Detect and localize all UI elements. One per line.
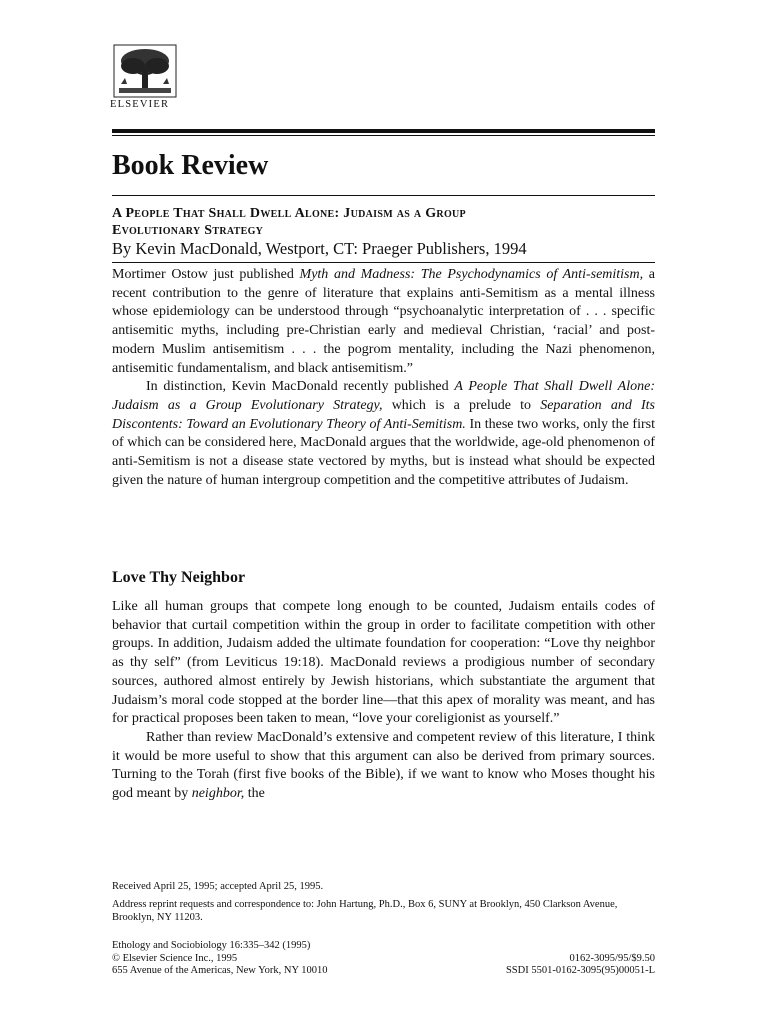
header-rule-thin — [112, 135, 655, 136]
elsevier-logo — [110, 44, 180, 110]
journal-info — [112, 940, 655, 978]
byline-rule — [112, 262, 655, 263]
intro-text — [112, 266, 655, 490]
book-citation-macdonald-1: A People That Shall Dwell Alone: Judaism as a Group Evolutionary Strategy, — [112, 379, 655, 413]
section1-paragraph-2: Rather than review MacDonald’s extensive and competent review of this literature, I think it would be more useful to show that this argument can also be derived from primary sources. Turning to the Torah (first five books of the Bible), if we want to know who Moses thought his god meant by neighbor, the — [112, 729, 655, 802]
correspondence-note: Address reprint requests and correspondence to: John Hartung, Ph.D., Box 6, SUNY at Brooklyn, 450 Clarkson Avenue, Brooklyn, NY 11203. — [112, 899, 618, 923]
book-title — [112, 205, 655, 239]
intro-paragraph-1: Mortimer Ostow just published Myth and Madness: The Psychodynamics of Anti-semitism, a recent contribution to the genre of literature that explains anti-Semitism as a mental illness whose epidemiology can be understood through “psychoanalytic interpretation of . . . specific antisemitic myths, including pre-Christian early and medieval Christian, ‘racial’ and post-modern Muslim antisemitism . . . the pogrom mentality, including the Nazi phenomenon, antisemitic fundamentalism, and black antisemitism.” — [112, 267, 655, 376]
publisher-address: 655 Avenue of the Americas, New York, NY 10010 — [112, 965, 328, 976]
section1-paragraph-1: Like all human groups that compete long enough to be counted, Judaism entails codes of behavior that curtail competition within the group in order to facilitate competition with other groups. In addition, Judaism added the ultimate foundation for cooperation: “Love thy neighbor as thy self” (from Leviticus 19:18). MacDonald reviews a prodigious number of secondary sources, authored almost entirely by Jewish historians, which substantiate the argument that Judaism’s moral code stopped at the border line—that this apex of morality was meant, and has for practical proposes been taken to mean, “love your coreligionist as yourself.” — [112, 599, 655, 727]
received-note: Received April 25, 1995; accepted April 25, 1995. — [112, 881, 324, 892]
elsevier-tree-icon — [113, 44, 177, 98]
subheading-love-thy-neighbor: Love Thy Neighbor — [112, 569, 246, 586]
book-title-line2: Evolutionary Strategy — [112, 223, 264, 238]
header-rule-thick — [112, 129, 655, 133]
book-citation-ostow: Myth and Madness: The Psychodynamics of Anti-semitism, — [299, 267, 644, 282]
book-title-line1: A People That Shall Dwell Alone: Judaism as a Group — [112, 206, 466, 221]
book-citation-macdonald-2: Separation and Its Discontents: Toward an Evolutionary Theory of Anti-Semitism. — [112, 397, 655, 432]
footnotes — [112, 880, 655, 929]
section-title: Book Review — [112, 150, 269, 181]
emphasis-neighbor: neighbor, — [191, 786, 245, 802]
publisher-name: ELSEVIER — [110, 99, 170, 110]
copyright: © Elsevier Science Inc., 1995 — [112, 952, 238, 964]
title-rule — [112, 195, 655, 196]
ssdi-code: SSDI 5501-0162-3095(95)00051-L — [505, 965, 655, 976]
journal-citation: Ethology and Sociobiology 16:335–342 (1995) — [112, 940, 311, 951]
section1-text — [112, 598, 655, 804]
byline: By Kevin MacDonald, Westport, CT: Praeger Publishers, 1994 — [112, 239, 527, 258]
journal-code: 0162-3095/95/$9.50 — [569, 952, 655, 964]
intro-paragraph-2: In distinction, Kevin MacDonald recently published A People That Shall Dwell Alone: Judaism as a Group Evolutionary Strategy, which is a prelude to Separation and Its Discontents: Toward an Evolutionary Theory of Anti-Semitism. In these two works, only the first of which can be considered here, MacDonald argues that the worldwide, age-old phenomenon of anti-Semitism is not a disease state vectored by myths, but is instead what should be expected given the nature of human intergroup competition and the competitive attributes of Judaism. — [112, 379, 655, 488]
